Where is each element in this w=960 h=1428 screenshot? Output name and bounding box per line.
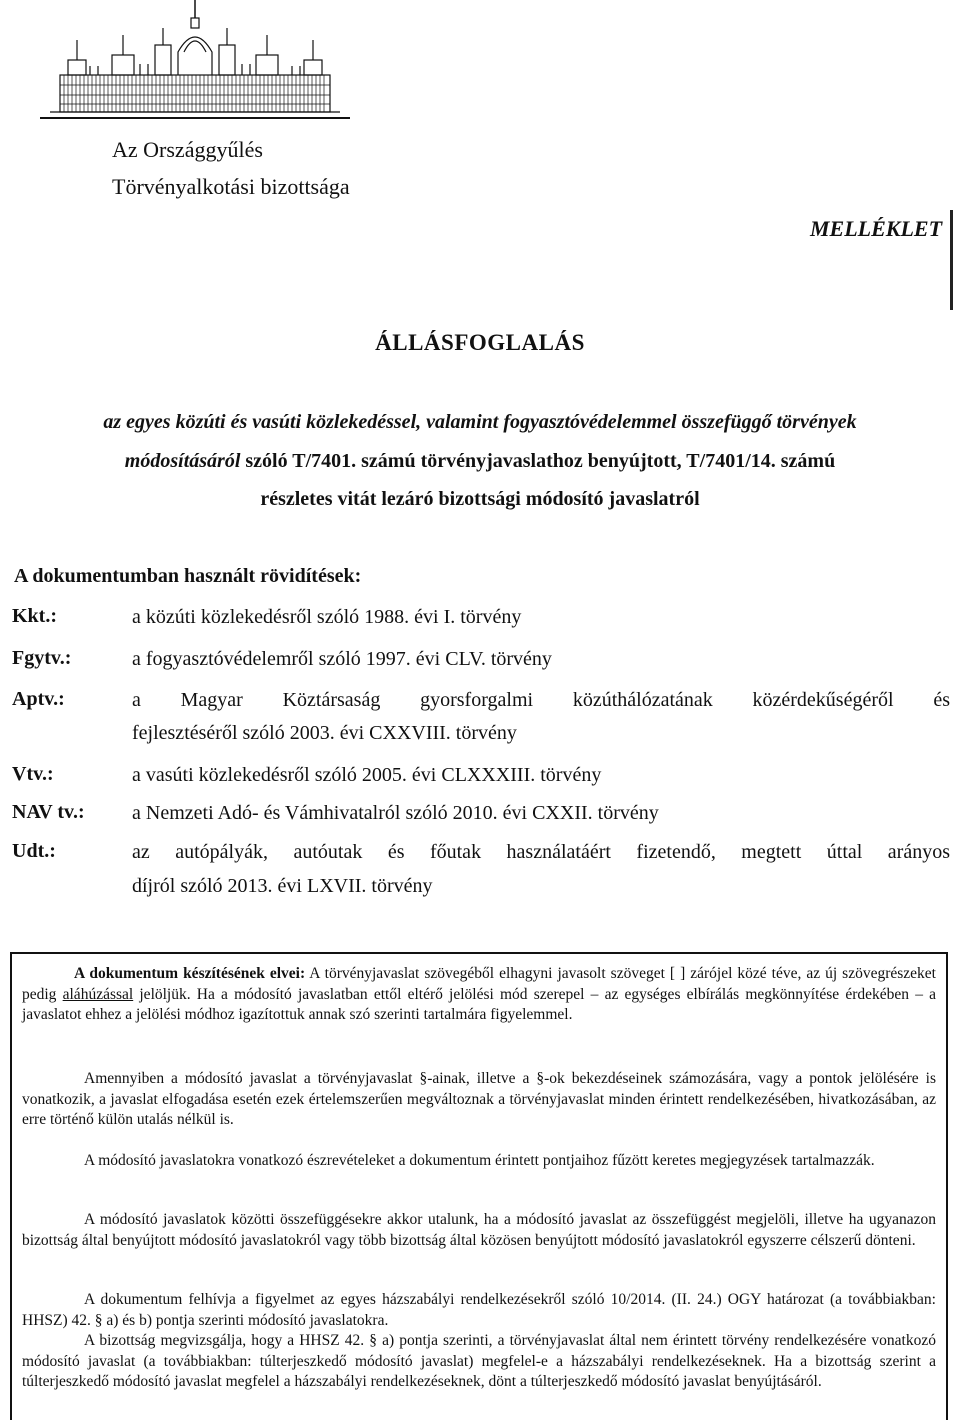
- margin-rule: [950, 210, 953, 310]
- abbr-value-fgytv: a fogyasztóvédelemről szóló 1997. évi CLV. törvény: [132, 648, 552, 670]
- principles-p5b-text: A bizottság megvizsgálja, hogy a HHSZ 42. § a) pontja szerinti, a törvényjavaslat által nem érintett törvény rendelkezésére vonatkozó módosító javaslat (a továbbiakban: túlterjeszkedő módosító javaslat) megfelel-e a házszabályi rendelkezéseknek. Ha a bizottság szerint a túlterjeszkedő módosító javaslat megfelel a házszabályi rendelkezéseknek, dönt a túlterjeszkedő módosító javaslat benyújtásáról.: [22, 1332, 936, 1390]
- principles-paragraph-2: [22, 1069, 936, 1131]
- abbr-key-fgytv: Fgytv.:: [12, 647, 72, 669]
- org-name: Az Országgyűlés: [112, 137, 263, 162]
- abbr-value-udt-line2: díjról szóló 2013. évi LXVII. törvény: [132, 875, 433, 897]
- subject-line-2: [0, 450, 960, 473]
- subject-line-3: részletes vitát lezáró bizottsági módosító javaslatról: [260, 488, 700, 510]
- parliament-emblem-icon: [40, 0, 350, 125]
- committee-name: Törvényalkotási bizottsága: [112, 174, 350, 199]
- principles-title: A dokumentum készítésének elvei:: [74, 965, 306, 982]
- subject-line-2-rest: szóló T/7401. számú törvényjavaslathoz benyújtott, T/7401/14. számú: [240, 450, 836, 472]
- principles-p5a-text: A dokumentum felhívja a figyelmet az egyes házszabályi rendelkezésekről szóló 10/2014. (II. 24.) OGY határozat (a továbbiakban: HHSZ) 42. § a) és b) pontja szerinti módosító javaslatokra.: [22, 1291, 936, 1329]
- principles-paragraph-4: [22, 1210, 936, 1251]
- principles-p4-text: A módosító javaslatok közötti összefüggésekre akkor utalunk, ha a módosító javaslat az összefüggést megjelöli, illetve ha ugyanazon bizottság által benyújtott módosító javaslatokról vagy több bizottság által közösen benyújtott módosító javaslatokról egyszerre célszerű dönteni.: [22, 1211, 936, 1249]
- principles-paragraph-5: [22, 1290, 936, 1393]
- abbr-key-vtv: Vtv.:: [12, 763, 54, 785]
- document-heading: ÁLLÁSFOGLALÁS: [375, 330, 585, 355]
- abbr-value-vtv: a vasúti közlekedésről szóló 2005. évi CLXXXIII. törvény: [132, 764, 602, 786]
- principles-box: [10, 952, 948, 1420]
- principles-p1-text-b: jelöljük. Ha a módosító javaslatban ettől eltérő jelölési mód szerepel – az egységes elbírálás megkönnyítése érdekében – a javaslatot ehhez a jelölési módhoz igazítottuk annak szó szerinti tartalmára figyelemmel.: [22, 985, 936, 1023]
- abbr-value-aptv-line1: a Magyar Köztársaság gyorsforgalmi közúthálózatának közérdekűségéről és: [132, 689, 950, 711]
- subject-line-2-italic: módosításáról: [124, 450, 241, 472]
- abbr-key-nav: NAV tv.:: [12, 801, 85, 823]
- abbr-value-kkt: a közúti közlekedésről szóló 1988. évi I. törvény: [132, 606, 522, 628]
- abbr-value-nav: a Nemzeti Adó- és Vámhivatalról szóló 2010. évi CXXII. törvény: [132, 802, 659, 824]
- principles-p2-text: Amennyiben a módosító javaslat a törvényjavaslat §-ainak, illetve a §-ok bekezdéseinek számozására, vagy a pontok jelölésére is vonatkozik, a javaslat elfogadása esetén ezek értelemszerűen megváltoznak a törvényjavaslat minden érintett rendelkezésében, hivatkozásában, az erre történő külön utalás nélkül is.: [22, 1070, 936, 1128]
- abbr-key-kkt: Kkt.:: [12, 605, 57, 627]
- subject-line-1: az egyes közúti és vasúti közlekedéssel, valamint fogyasztóvédelemmel összefüggő törvények: [103, 411, 857, 433]
- underline-example: aláhúzással: [62, 985, 134, 1003]
- abbreviations-title: A dokumentumban használt rövidítések:: [14, 565, 362, 587]
- principles-paragraph-1: [22, 964, 936, 1026]
- abbr-value-aptv-line2: fejlesztéséről szóló 2003. évi CXXVIII. törvény: [132, 722, 517, 744]
- abbr-key-udt: Udt.:: [12, 840, 56, 862]
- principles-paragraph-3: [22, 1151, 936, 1172]
- principles-p1-text-a: A törvényjavaslat szövegéből elhagyni javasolt szöveget [ ] zárójel közé téve, az új szövegrészeket pedig: [22, 965, 936, 1003]
- abbr-key-aptv: Aptv.:: [12, 688, 65, 710]
- abbr-value-udt-line1: az autópályák, autóutak és főutak használatáért fizetendő, megtett úttal arányos: [132, 841, 950, 863]
- principles-p3-text: A módosító javaslatokra vonatkozó észrevételeket a dokumentum érintett pontjaihoz fűzött keretes megjegyzések tartalmazzák.: [84, 1152, 875, 1169]
- annex-label: MELLÉKLET: [810, 216, 943, 241]
